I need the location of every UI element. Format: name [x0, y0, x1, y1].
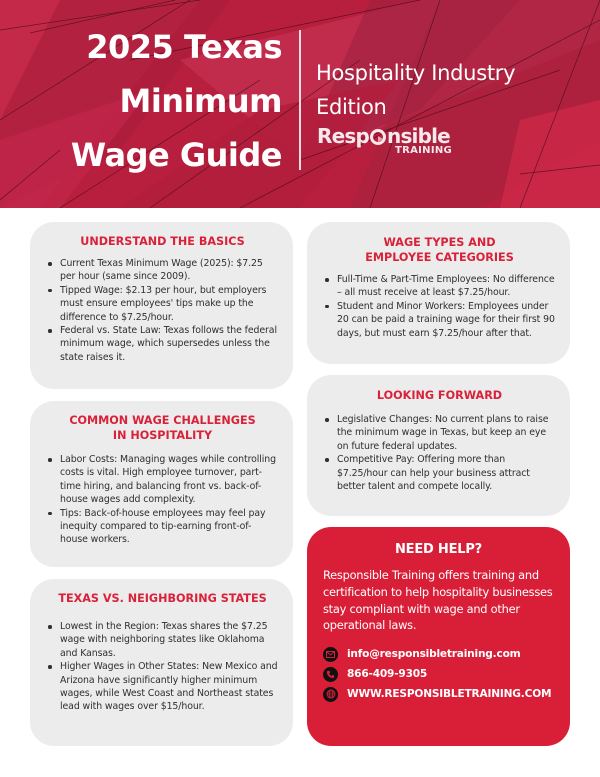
phone-icon — [323, 667, 338, 682]
page-subtitle — [316, 56, 586, 124]
globe-icon — [323, 687, 338, 702]
bullet-list — [46, 257, 279, 364]
header-divider — [299, 30, 301, 170]
email-link[interactable]: info@responsibletraining.com — [347, 648, 521, 661]
bullet-list — [323, 413, 556, 493]
list-item: Higher Wages in Other States: New Mexico and Arizona have significantly higher minimum wages, while West Coast and Northeast states lead with wages over $15/hour. — [46, 660, 279, 714]
card-texas-vs-neighboring-states — [30, 579, 293, 746]
section-heading — [46, 413, 279, 443]
contact-website[interactable] — [323, 684, 554, 704]
section-heading: UNDERSTAND THE BASICS — [80, 235, 245, 248]
website-link[interactable]: WWW.RESPONSIBLETRAINING.COM — [347, 688, 552, 701]
subtitle-line-2: Edition — [316, 95, 387, 119]
list-item: Tipped Wage: $2.13 per hour, but employers must ensure employees' tips make up the difference to $7.25/hour. — [46, 284, 279, 324]
heading-line-2: IN HOSPITALITY — [112, 429, 213, 442]
card-common-wage-challenges — [30, 401, 293, 567]
help-heading: NEED HELP? — [394, 542, 483, 557]
logo-word-start: Resp — [317, 124, 369, 148]
heading-line-1: COMMON WAGE CHALLENGES — [69, 414, 256, 427]
card-need-help — [307, 527, 570, 746]
list-item: Competitive Pay: Offering more than $7.25/hour can help your business attract better talent and compete locally. — [323, 453, 556, 493]
section-heading: LOOKING FORWARD — [376, 389, 503, 402]
contact-email[interactable] — [323, 644, 554, 664]
title-line-2: Minimum — [119, 82, 282, 120]
card-wage-types — [307, 222, 570, 364]
section-heading — [323, 235, 556, 265]
contact-phone[interactable] — [323, 664, 554, 684]
list-item: Legislative Changes: No current plans to raise the minimum wage in Texas, but keep an eye on future federal updates. — [323, 413, 556, 453]
card-understand-the-basics — [30, 222, 293, 389]
help-body: Responsible Training offers training and certification to help hospitality businesses stay compliant with wage and other operational laws. — [323, 568, 553, 633]
section-heading: TEXAS VS. NEIGHBORING STATES — [58, 592, 267, 605]
header-banner — [0, 0, 600, 208]
card-looking-forward — [307, 375, 570, 516]
bullet-list — [46, 620, 279, 714]
list-item: Full-Time & Part-Time Employees: No difference – all must receive at least $7.25/hour. — [323, 273, 556, 300]
bullet-list — [46, 453, 279, 547]
list-item: Tips: Back-of-house employees may feel pay inequity compared to tip-earning front-of-house workers. — [46, 507, 279, 547]
heading-line-1: WAGE TYPES AND — [383, 236, 496, 249]
subtitle-line-1: Hospitality Industry — [316, 61, 516, 85]
heading-line-2: EMPLOYEE CATEGORIES — [365, 251, 514, 264]
logo-word-end: nsible — [387, 124, 450, 148]
title-line-3: Wage Guide — [70, 136, 282, 174]
list-item: Labor Costs: Managing wages while controlling costs is vital. High employee turnover, part-time hiring, and balancing front vs. back-of-house wages add complexity. — [46, 453, 279, 507]
list-item: Student and Minor Workers: Employees under 20 can be paid a training wage for their first 90 days, but must earn $7.25/hour after that. — [323, 300, 556, 340]
logo-cursor-icon — [370, 129, 386, 145]
logo-subtext: TRAINING — [395, 145, 453, 156]
list-item: Federal vs. State Law: Texas follows the federal minimum wage, which supersedes unless the state raises it. — [46, 324, 279, 364]
title-line-1: 2025 Texas — [86, 28, 282, 66]
list-item: Current Texas Minimum Wage (2025): $7.25 per hour (same since 2009). — [46, 257, 279, 284]
list-item: Lowest in the Region: Texas shares the $7.25 wage with neighboring states like Oklahoma and Kansas. — [46, 620, 279, 660]
bullet-list — [323, 273, 556, 340]
page-title — [20, 20, 282, 182]
envelope-icon — [323, 647, 338, 662]
phone-number[interactable]: 866-409-9305 — [347, 668, 428, 681]
responsible-training-logo — [317, 124, 453, 156]
